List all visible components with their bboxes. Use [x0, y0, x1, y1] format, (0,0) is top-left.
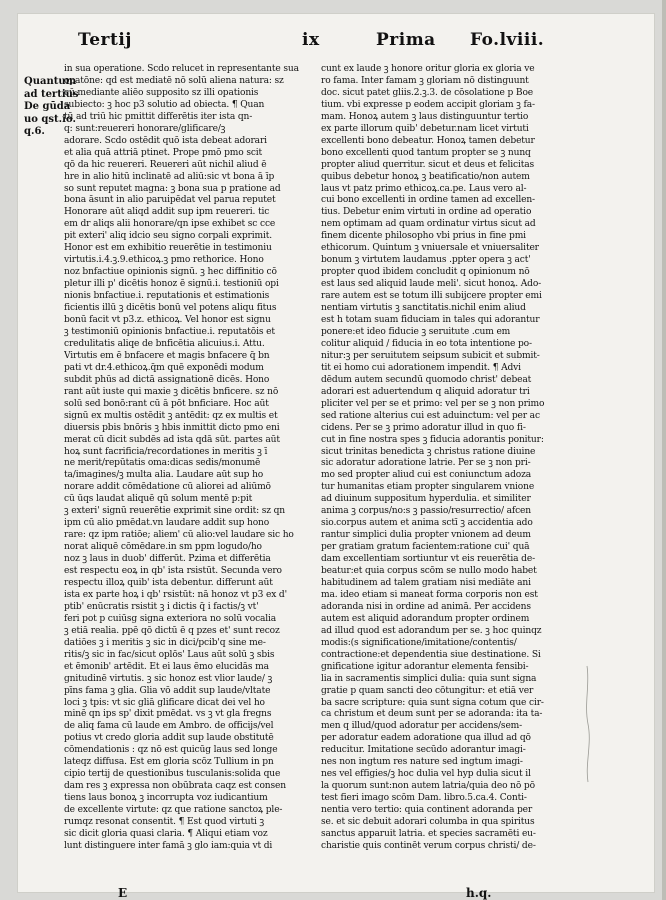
text-line: em dr aliqs alii honorare/qn ipse exhibet sc cce: [64, 219, 276, 230]
text-line: subiecto: ꝫ hoc p3 solutio ad obiecta. ¶ Quan: [64, 99, 265, 110]
text-line: per gratiam gratum facientem:ratione cui' quā: [321, 542, 530, 553]
text-line: nitur:ꝫ per seruitutem seipsum subicit et submit-: [321, 350, 540, 361]
text-line: excellenti bono debeatur. Honoꝝ tamen debetur: [321, 135, 535, 146]
text-line: adorari est aduertendum q aliquid adoratur tri: [321, 386, 530, 397]
text-line: datiōes ꝫ i meritis ꝫ sic in dici/pcib'q sine me-: [64, 637, 266, 648]
text-line: ca christum et deum sunt per se adoranda: ita ta-: [321, 709, 543, 720]
text-line: ne merit/repūtatis oma:dicas sedis/monumē: [64, 458, 261, 469]
text-line: ꝫ etiā realia. ppē qō dictū ē q pzes et' sunt recoz: [64, 625, 280, 636]
text-line: rantur simplici dulia propter vnionem ad deum: [321, 530, 531, 541]
text-line: noz bnfactiue opinionis signū. ꝫ hec diffinitio cō: [64, 267, 277, 278]
text-line: rare: qz ipm ratiōe; aliem' cū alio:vel laudare sic ho: [64, 530, 294, 541]
text-line: sanctus apparuit latria. et species sacramēti eu-: [321, 829, 536, 839]
text-line: finem dicente philosopho vbi prius in fine pmi: [321, 231, 526, 242]
text-line: autem est aliquid adorandum propter ordinem: [321, 613, 530, 624]
text-line: per adoratur eadem adoratione qua illud ad qō: [321, 733, 531, 744]
text-line: so sunt reputet magna: ꝫ bona sua p pratione ad: [64, 183, 281, 194]
text-line: habitudinem ad talem gratiam nisi mediāte ani: [321, 577, 531, 588]
left-text-column: [64, 64, 316, 853]
text-line: pit exteri' aliq idcio seu signo corpali exprimit.: [64, 231, 272, 242]
text-line: beatur:et quia corpus scōm se nullo modo habet: [321, 566, 537, 577]
text-line: mo sed propter aliud cui est coniunctum adoza: [321, 470, 531, 481]
text-line: solū sed bonō:rant cū ā pōt bnficiare. Hoc aūt: [64, 398, 269, 409]
text-line: credulitatis aliqe de bnficētia alicuius.i. Attu.: [64, 338, 265, 349]
text-line: lunt distinguere inter famā ꝫ glo iam:quia vt di: [64, 840, 273, 851]
text-line: cū ūqs laudat aliquē qū solum mentē p:pit: [64, 494, 253, 505]
text-line: et alia quā attriā ptinet. Prope pmō pmo scit: [64, 147, 263, 158]
text-line: pletur illi p' dicētis honoz ē signū.i. testioniū opi: [64, 279, 279, 290]
text-line: ta/imagines/ꝫ multa alia. Laudare aūt sup ho: [64, 470, 264, 481]
text-line: pati vt dr.4.ethicoꝝ.q̄m quē exponēdi modum: [64, 362, 264, 373]
text-line: ex parte illorum quib' debetur.nam licet virtuti: [321, 123, 529, 134]
text-line: ficientis illū ꝫ dicētis bonū vel potens aliqu fitus: [64, 303, 277, 314]
text-line: q: sunt:reuereri honorare/glificare/ꝫ: [64, 123, 226, 134]
text-line: nentia vero tertio: quia continent adoranda per: [321, 805, 533, 816]
text-line: gnitudinē virtutis. ꝫ sic honoz est vlior laude/ ꝫ: [64, 673, 273, 684]
text-line: potius vt credo gloria addit sup laude obstitutē: [64, 733, 274, 744]
text-line: lia in sacramentis simplici dulia: quia sunt signa: [321, 673, 537, 684]
margin-note-line: Quantum: [24, 76, 77, 87]
footer-signature-mark: h.q.: [466, 886, 492, 900]
text-line: norare addit cōmēdatione cū aliorei ad aliūmō: [64, 482, 271, 493]
text-line: reducitur. Imitatione secūdo adorantur imagi-: [321, 745, 526, 756]
text-line: sio.corpus autem et anima sctī ꝫ accidentia ado: [321, 518, 533, 529]
text-line: contractione:et dependentia siue destinatione. Si: [321, 649, 541, 660]
text-line: lateqz diffusa. Est em gloria scōz Tullium in pn: [64, 757, 274, 768]
text-line: sic dicit gloria quasi claria. ¶ Aliqui etiam voz: [64, 829, 268, 839]
text-line: ꝫ testimoniū opinionis bnfactiue.i. reputatōis et: [64, 326, 275, 337]
text-line: dam excellentiam sortiuntur vt eis reuerētia de-: [321, 554, 535, 565]
text-line: rare autem est se totum illi subijcere propter emi: [321, 291, 542, 302]
text-line: cipio tertij de questionibus tusculanis:solida que: [64, 769, 281, 780]
text-line: charistie quis continēt verum corpus christi/ de-: [321, 840, 536, 851]
text-line: in sua operatione. Scdo relucet in representante sua: [64, 64, 299, 74]
text-line: Honorare aūt aliqd addit sup ipm reuereri. tic: [64, 207, 270, 218]
text-line: modis:(s significatione/imitatione/contentis/: [321, 637, 517, 648]
text-line: quibus debetur honoꝝ ꝫ beatificatio/non autem: [321, 171, 530, 182]
text-line: pīns fama ꝫ glia. Glia vō addit sup laude/vltate: [64, 685, 271, 696]
text-line: nentiam virtutis ꝫ sanctitatis.nichil enim aliud: [321, 303, 526, 314]
text-line: loci ꝫ tpis: vt sic gliā glificare dicat dei vel ho: [64, 697, 265, 708]
footer-left-signature: E: [118, 886, 128, 900]
text-line: adoranda nisi in ordine ad animā. Per accidens: [321, 601, 531, 612]
text-line: sed ratione alterius cui est aduinctum: vel per ac: [321, 410, 540, 421]
text-line: est respectu eoꝝ in qb' ista rsistūt. Secunda vero: [64, 566, 282, 577]
text-line: norat̄ aliquē cōmēdare.in sm ppm logudo/ho: [64, 542, 262, 553]
text-line: opatōne: qd est mediatē nō solū aliena natura: sz: [64, 75, 284, 86]
text-line: hre in alio hitū inclinatē ad aliū:sic vt bona ā īp: [64, 171, 275, 182]
text-line: la quorum sunt:non autem latria/quia deo nō pō: [321, 781, 535, 792]
text-line: cui bono excellenti in ordine tamen ad excellen-: [321, 195, 535, 206]
margin-note-line: uo qst.io.: [24, 113, 76, 125]
margin-note-line: q.6.: [24, 126, 45, 137]
text-line: nem optimam ad quam ordinatur virtus sicut ad: [321, 219, 536, 230]
text-line: feri pot p cuiūsg signa exteriora no solū vocalia: [64, 613, 277, 624]
text-line: bonum ꝫ virtutem laudamus .ppter opera ꝫ act': [321, 255, 531, 266]
text-line: et ēmonib' artēdit. Et ei laus ēmo elucidās ma: [64, 661, 269, 672]
text-line: sic adoratur adoratione latrie. Per se ꝫ non pri-: [321, 458, 531, 469]
text-line: tius. Debetur enim virtuti in ordine ad operatio: [321, 207, 532, 218]
text-line: minē qn ips sp' dixit pmēdat. vs ꝫ vt gla fregns: [64, 709, 272, 720]
right-text-column: [321, 64, 589, 853]
text-line: bonū facit vt p3.z. ethicoꝝ. Vel honor est signu: [64, 315, 271, 326]
text-line: ista ex parte hoꝝ i qb' rsistūt: nā honoz vt p3 ex d': [64, 589, 287, 600]
text-line: test fieri imago scōm Dam. libro.5.ca.4. Conti-: [321, 793, 527, 804]
running-header: [18, 30, 654, 66]
text-line: ipm cū alio pmēdat.vn laudare addit sup hono: [64, 518, 270, 529]
text-line: pliciter vel per se et primo: vel per se ꝫ non primo: [321, 398, 545, 409]
margin-note-line: ad tertius: [24, 88, 79, 100]
text-line: bona āsunt in alio paruipēdat vel parua reputet: [64, 195, 276, 206]
text-line: colitur aliquid / fiducia in eo tota intentione po-: [321, 338, 532, 349]
header-left-title: Tertij: [78, 30, 132, 50]
text-line: ad illud quod est adorandum per se. ꝫ hoc quinqz: [321, 625, 542, 636]
text-line: ꝫ exteri' signū reuerētie exprimit sine ordit: sz qn: [64, 506, 286, 517]
text-line: ad diuinum suppositum hyperdulia. et similiter: [321, 494, 531, 505]
pencil-margin-mark: [582, 664, 592, 784]
header-folio-number: Fo.lviii.: [470, 30, 545, 50]
text-line: cidens. Per se ꝫ primo adoratur illud in quo fi-: [321, 422, 526, 433]
text-line: cut in fine nostra spes ꝫ fiducia adorantis ponitur:: [321, 434, 544, 445]
text-line: nes non ingtum res nature sed ingtum imagi-: [321, 757, 523, 768]
book-page: [18, 14, 654, 900]
text-line: cū mediante aliēo supposito sz illi opationis: [64, 87, 259, 98]
text-line: noz ꝫ laus in duob' differūt. Pzima et differētia: [64, 554, 271, 565]
text-line: rumqz resonat consentit. ¶ Est quod virtuti ꝫ: [64, 817, 264, 828]
text-line: ptib' enūcratis rsistit ꝫ i dictis q̄ i factis/ꝫ vt': [64, 601, 259, 612]
text-line: respectu illoꝝ quib' ista debentur. differunt aūt: [64, 577, 273, 588]
text-line: gratie p quam sancti deo cōtungitur: et etiā ver: [321, 685, 534, 696]
text-line: nes vel effigies/ꝫ hoc dulia vel hyp dulia sicut il: [321, 769, 531, 780]
text-line: subdit phūs ad dictā assignationē dicēs. Hono: [64, 374, 270, 385]
text-line: est h totam suam fiduciam in tales qui adorantur: [321, 315, 540, 326]
text-line: anima ꝫ corpus/no:s ꝫ passio/resurrectio/ afcen: [321, 506, 531, 517]
text-line: bono excellenti quod tantum propter se ꝫ nunq: [321, 147, 531, 158]
text-line: ritis/ꝫ sic in fac/sicut oplōs' Laus aūt solū ꝫ sbis: [64, 649, 275, 660]
text-line: doc. sicut patet gliis.2.ꝫ.3. de cōsolatione p Boe: [321, 87, 534, 98]
text-line: signū ex multis ostēdit ꝫ antēdit: qz ex multis et: [64, 410, 278, 421]
text-line: propter quod ibidem concludit q opinionum nō: [321, 267, 530, 278]
text-line: qō da hic reuereri. Reuereri aūt nichil aliud ē: [64, 159, 267, 170]
margin-note-line: De gūda: [24, 101, 71, 112]
text-line: cunt ex laude ꝫ honore oritur gloria ex gloria ve: [321, 64, 535, 74]
text-line: gnificatione igitur adorantur elementa fensibi-: [321, 661, 529, 672]
text-line: tur humanitas etiam propter singularem vnione: [321, 482, 535, 493]
text-line: tū ad triū hic pmittit differētis iter ista qn-: [64, 111, 253, 122]
text-line: cōmendationis : qz nō est quicūg laus sed longe: [64, 745, 278, 756]
scan-edge-strip: [662, 0, 666, 900]
text-line: ba sacre scripture: quia sunt signa cotum que cir-: [321, 697, 544, 708]
text-line: laus vt patz primo ethicoꝝ.ca.pe. Laus vero al-: [321, 183, 527, 194]
header-chapter-number: ix: [302, 30, 320, 50]
text-line: dam res ꝫ expressa non obūbrata caqz est consen: [64, 781, 286, 792]
text-line: dēdum autem secundū quomodo christ' debeat: [321, 374, 532, 385]
text-line: men q illud/quod adoratur per accidens/sem-: [321, 721, 523, 732]
text-line: ro fama. Inter famam ꝫ gloriam nō distinguunt: [321, 75, 529, 86]
text-line: se. et sic debuit adorari columba in qua spiritus: [321, 817, 535, 828]
text-line: tium. vbi expresse p eodem accipit gloriam ꝫ fa-: [321, 99, 535, 110]
text-line: est laus sed aliquid laude meli'. sicut honoꝝ. Ado-: [321, 279, 542, 290]
header-part-title: Prima: [376, 30, 436, 50]
text-line: adorare. Scdo ostēdit quō ista debeat adorari: [64, 135, 267, 146]
text-line: hoꝝ sunt facrificia/recordationes in meritis ꝫ ī: [64, 446, 268, 457]
text-line: tiens laus bonoꝝ ꝫ incorrupta voz iudicantium: [64, 793, 268, 804]
text-line: rant aūt iuste qui maxie ꝫ dicētis bnficere. sz nō: [64, 386, 279, 397]
text-line: mam. Honoꝝ autem ꝫ laus distinguuntur tertio: [321, 111, 529, 122]
text-line: Honor est em exhibitio reuerētie in testimoniu: [64, 243, 272, 254]
text-line: virtutis.i.4.ꝫ.9.ethicoꝝ.ꝫ pmo rethorice. Hono: [64, 255, 264, 266]
text-line: Virtutis em ē bnfacere et magis bnfacere q̄ bn: [64, 350, 270, 361]
text-line: sicut trinitas benedicta ꝫ christus ratione diuine: [321, 446, 536, 457]
text-line: diuersis pbis bnōris ꝫ hbis inmittit dicto pmo eni: [64, 422, 280, 433]
text-line: tit ei homo cui adorationem impendit. ¶ Advi: [321, 362, 521, 373]
text-line: de excellente virtute: qz que ratione sanctoꝝ ple-: [64, 805, 283, 816]
text-line: propter aliud querritur. sicut et deus et felicitas: [321, 159, 535, 170]
text-line: de aliq fama cū laude em Ambro. de officijs/vel: [64, 721, 274, 732]
text-line: merat cū dicit subdēs ad ista qdā sūt. partes aūt: [64, 434, 280, 445]
text-line: ethicorum. Quintum ꝫ vniuersale et vniuersaliter: [321, 243, 539, 254]
text-line: ponere:et ideo fiducie ꝫ seruitute .cum em: [321, 326, 511, 337]
text-line: nionis bnfactiue.i. reputationis et estimationis: [64, 291, 270, 302]
text-line: ma. ideo etiam si maneat forma corporis non est: [321, 589, 538, 600]
